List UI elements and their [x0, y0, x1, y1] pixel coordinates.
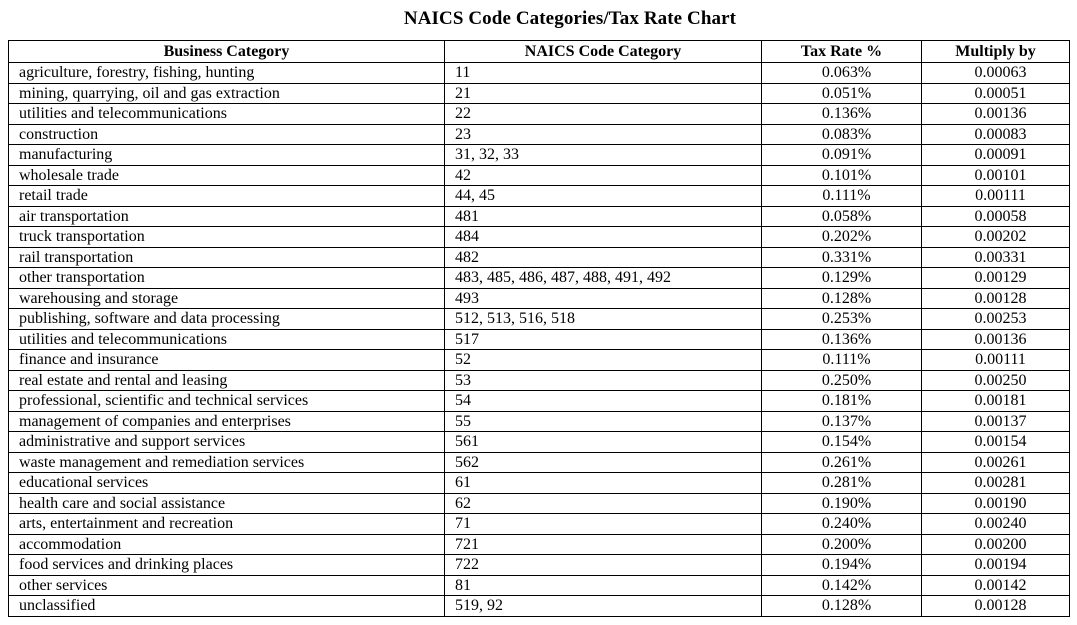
naics-code-cell: 481: [445, 206, 762, 227]
multiply-by-cell: 0.00202: [922, 227, 1070, 248]
tax-rate-cell: 0.136%: [762, 104, 922, 125]
business-category-cell: finance and insurance: [9, 350, 445, 371]
tax-rate-cell: 0.253%: [762, 309, 922, 330]
tax-rate-cell: 0.250%: [762, 370, 922, 391]
tax-rate-cell: 0.202%: [762, 227, 922, 248]
table-row: [9, 370, 1070, 391]
table-row: [9, 165, 1070, 186]
naics-code-cell: 71: [445, 514, 762, 535]
table-row: [9, 83, 1070, 104]
business-category-cell: other services: [9, 575, 445, 596]
tax-rate-cell: 0.111%: [762, 350, 922, 371]
table-row: [9, 391, 1070, 412]
table-row: [9, 432, 1070, 453]
naics-code-cell: 561: [445, 432, 762, 453]
business-category-cell: publishing, software and data processing: [9, 309, 445, 330]
table-row: [9, 596, 1070, 617]
table-row: [9, 452, 1070, 473]
multiply-by-cell: 0.00136: [922, 104, 1070, 125]
table-row: [9, 514, 1070, 535]
business-category-cell: food services and drinking places: [9, 555, 445, 576]
tax-rate-cell: 0.194%: [762, 555, 922, 576]
multiply-by-cell: 0.00281: [922, 473, 1070, 494]
table-row: [9, 288, 1070, 309]
tax-rate-cell: 0.261%: [762, 452, 922, 473]
table-row: [9, 227, 1070, 248]
table-row: [9, 309, 1070, 330]
business-category-cell: retail trade: [9, 186, 445, 207]
naics-code-cell: 55: [445, 411, 762, 432]
naics-code-cell: 52: [445, 350, 762, 371]
column-header-multiply-by: Multiply by: [922, 41, 1070, 63]
naics-code-cell: 53: [445, 370, 762, 391]
multiply-by-cell: 0.00091: [922, 145, 1070, 166]
naics-code-cell: 11: [445, 63, 762, 84]
naics-code-cell: 23: [445, 124, 762, 145]
naics-code-cell: 61: [445, 473, 762, 494]
naics-code-cell: 482: [445, 247, 762, 268]
tax-rate-cell: 0.281%: [762, 473, 922, 494]
tax-rate-cell: 0.137%: [762, 411, 922, 432]
business-category-cell: arts, entertainment and recreation: [9, 514, 445, 535]
multiply-by-cell: 0.00128: [922, 596, 1070, 617]
tax-rate-cell: 0.240%: [762, 514, 922, 535]
tax-rate-cell: 0.128%: [762, 596, 922, 617]
table-row: [9, 473, 1070, 494]
tax-rate-cell: 0.129%: [762, 268, 922, 289]
business-category-cell: rail transportation: [9, 247, 445, 268]
business-category-cell: administrative and support services: [9, 432, 445, 453]
table-row: [9, 206, 1070, 227]
naics-code-cell: 483, 485, 486, 487, 488, 491, 492: [445, 268, 762, 289]
multiply-by-cell: 0.00128: [922, 288, 1070, 309]
multiply-by-cell: 0.00142: [922, 575, 1070, 596]
multiply-by-cell: 0.00111: [922, 186, 1070, 207]
naics-code-cell: 54: [445, 391, 762, 412]
table-row: [9, 186, 1070, 207]
multiply-by-cell: 0.00063: [922, 63, 1070, 84]
naics-code-cell: 81: [445, 575, 762, 596]
business-category-cell: construction: [9, 124, 445, 145]
table-row: [9, 493, 1070, 514]
tax-rate-cell: 0.083%: [762, 124, 922, 145]
multiply-by-cell: 0.00253: [922, 309, 1070, 330]
naics-code-cell: 517: [445, 329, 762, 350]
multiply-by-cell: 0.00261: [922, 452, 1070, 473]
business-category-cell: mining, quarrying, oil and gas extraction: [9, 83, 445, 104]
multiply-by-cell: 0.00083: [922, 124, 1070, 145]
business-category-cell: agriculture, forestry, fishing, hunting: [9, 63, 445, 84]
multiply-by-cell: 0.00194: [922, 555, 1070, 576]
multiply-by-cell: 0.00051: [922, 83, 1070, 104]
naics-code-cell: 22: [445, 104, 762, 125]
naics-code-cell: 512, 513, 516, 518: [445, 309, 762, 330]
business-category-cell: manufacturing: [9, 145, 445, 166]
naics-code-cell: 42: [445, 165, 762, 186]
tax-rate-cell: 0.091%: [762, 145, 922, 166]
tax-rate-cell: 0.331%: [762, 247, 922, 268]
multiply-by-cell: 0.00137: [922, 411, 1070, 432]
tax-rate-cell: 0.101%: [762, 165, 922, 186]
table-body: [9, 63, 1070, 617]
business-category-cell: truck transportation: [9, 227, 445, 248]
multiply-by-cell: 0.00240: [922, 514, 1070, 535]
naics-code-cell: 519, 92: [445, 596, 762, 617]
naics-code-cell: 562: [445, 452, 762, 473]
business-category-cell: management of companies and enterprises: [9, 411, 445, 432]
multiply-by-cell: 0.00190: [922, 493, 1070, 514]
tax-rate-cell: 0.111%: [762, 186, 922, 207]
table-row: [9, 124, 1070, 145]
business-category-cell: wholesale trade: [9, 165, 445, 186]
business-category-cell: air transportation: [9, 206, 445, 227]
table-row: [9, 63, 1070, 84]
multiply-by-cell: 0.00181: [922, 391, 1070, 412]
table-row: [9, 575, 1070, 596]
naics-code-cell: 722: [445, 555, 762, 576]
table-row: [9, 247, 1070, 268]
naics-code-cell: 493: [445, 288, 762, 309]
tax-rate-cell: 0.190%: [762, 493, 922, 514]
naics-code-cell: 31, 32, 33: [445, 145, 762, 166]
table-row: [9, 145, 1070, 166]
tax-rate-cell: 0.136%: [762, 329, 922, 350]
table-header-row: [9, 41, 1070, 63]
table-row: [9, 350, 1070, 371]
table-row: [9, 268, 1070, 289]
naics-code-cell: 21: [445, 83, 762, 104]
tax-rate-cell: 0.154%: [762, 432, 922, 453]
business-category-cell: other transportation: [9, 268, 445, 289]
column-header-tax-rate: Tax Rate %: [762, 41, 922, 63]
page-title: NAICS Code Categories/Tax Rate Chart: [403, 8, 737, 29]
column-header-business-category: Business Category: [9, 41, 445, 63]
naics-code-cell: 484: [445, 227, 762, 248]
table-row: [9, 329, 1070, 350]
business-category-cell: unclassified: [9, 596, 445, 617]
multiply-by-cell: 0.00058: [922, 206, 1070, 227]
multiply-by-cell: 0.00136: [922, 329, 1070, 350]
business-category-cell: health care and social assistance: [9, 493, 445, 514]
tax-rate-cell: 0.142%: [762, 575, 922, 596]
business-category-cell: accommodation: [9, 534, 445, 555]
tax-rate-cell: 0.058%: [762, 206, 922, 227]
multiply-by-cell: 0.00154: [922, 432, 1070, 453]
tax-rate-cell: 0.051%: [762, 83, 922, 104]
naics-code-cell: 62: [445, 493, 762, 514]
multiply-by-cell: 0.00129: [922, 268, 1070, 289]
multiply-by-cell: 0.00200: [922, 534, 1070, 555]
business-category-cell: professional, scientific and technical services: [9, 391, 445, 412]
tax-rate-cell: 0.181%: [762, 391, 922, 412]
tax-rate-table: [8, 40, 1070, 617]
business-category-cell: educational services: [9, 473, 445, 494]
table-row: [9, 534, 1070, 555]
business-category-cell: utilities and telecommunications: [9, 329, 445, 350]
table-row: [9, 104, 1070, 125]
naics-code-cell: 44, 45: [445, 186, 762, 207]
naics-code-cell: 721: [445, 534, 762, 555]
table-row: [9, 411, 1070, 432]
tax-rate-cell: 0.128%: [762, 288, 922, 309]
business-category-cell: utilities and telecommunications: [9, 104, 445, 125]
multiply-by-cell: 0.00250: [922, 370, 1070, 391]
tax-rate-cell: 0.063%: [762, 63, 922, 84]
column-header-naics-code: NAICS Code Category: [445, 41, 762, 63]
tax-rate-cell: 0.200%: [762, 534, 922, 555]
business-category-cell: warehousing and storage: [9, 288, 445, 309]
business-category-cell: real estate and rental and leasing: [9, 370, 445, 391]
table-row: [9, 555, 1070, 576]
multiply-by-cell: 0.00101: [922, 165, 1070, 186]
multiply-by-cell: 0.00331: [922, 247, 1070, 268]
business-category-cell: waste management and remediation services: [9, 452, 445, 473]
multiply-by-cell: 0.00111: [922, 350, 1070, 371]
